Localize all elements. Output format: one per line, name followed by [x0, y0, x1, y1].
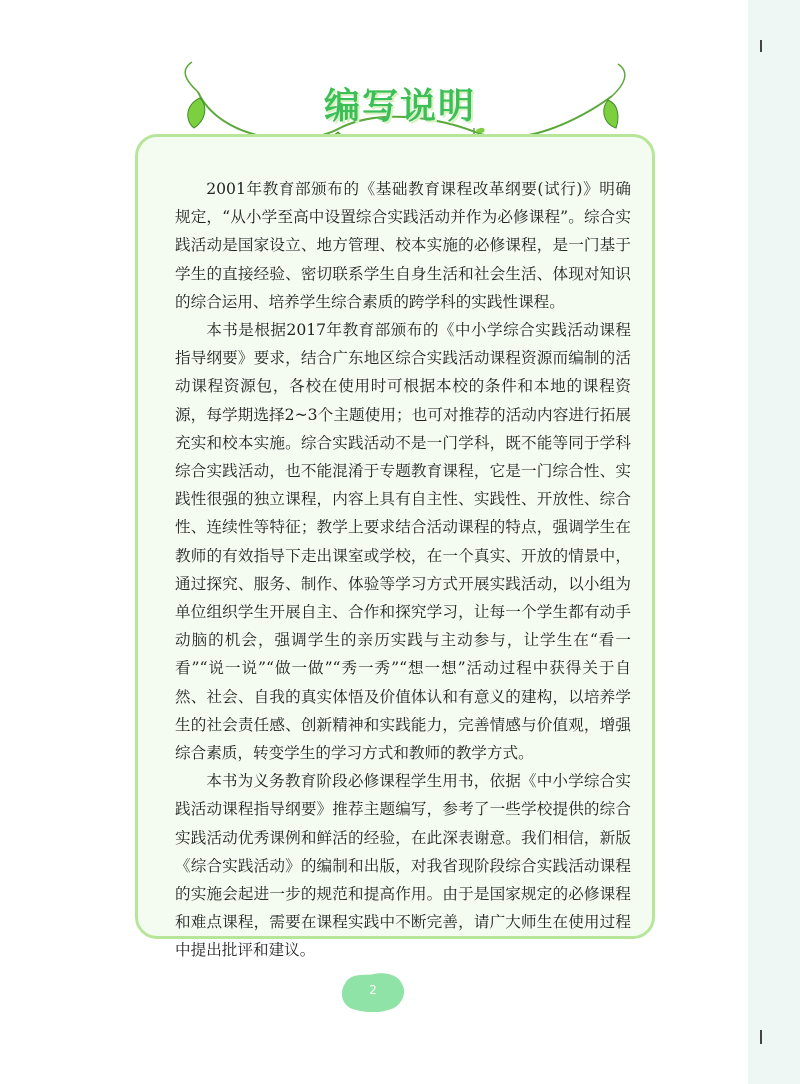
page-title: 编写说明: [323, 86, 476, 127]
body-text: [175, 175, 631, 965]
edge-mark-bottom: [760, 1030, 762, 1044]
paragraph-2: 本书是根据2017年教育部颁布的《中小学综合实践活动课程指导纲要》要求，结合广东地区综合实践活动课程资源而编制的活动课程资源包，各校在使用时可根据本校的条件和本地的课程资源，每学期选择2~3个主题使用；也可对推荐的活动内容进行拓展充实和校本实施。综合实践活动不是一门学科，既不能等同于学科综合实践活动，也不能混淆于专题教育课程，它是一门综合性、实践性很强的独立课程，内容上具有自主性、实践性、开放性、综合性、连续性等特征；教学上要求结合活动课程的特点，强调学生在教师的有效指导下走出课室或学校，在一个真实、开放的情景中，通过探究、服务、制作、体验等学习方式开展实践活动，以小组为单位组织学生开展自主、合作和探究学习，让每一个学生都有动手动脑的机会，强调学生的亲历实践与主动参与，让学生在“看一看”“说一说”“做一做”“秀一秀”“想一想”活动过程中获得关于自然、社会、自我的真实体悟及价值体认和有意义的建构，以培养学生的社会责任感、创新精神和实践能力，完善情感与价值观，增强综合素质，转变学生的学习方式和教师的教学方式。: [175, 321, 631, 763]
page-number: 2: [369, 983, 377, 997]
paragraph-1: 2001年教育部颁布的《基础教育课程改革纲要(试行)》明确规定，“从小学至高中设置综合实践活动并作为必修课程”。综合实践活动是国家设立、地方管理、校本实施的必修课程，是一门基于学生的直接经验、密切联系学生自身生活和社会生活、体现对知识的综合运用、培养学生综合素质的跨学科的实践性课程。: [175, 180, 631, 311]
paragraph-3: 本书为义务教育阶段必修课程学生用书，依据《中小学综合实践活动课程指导纲要》推荐主题编写，参考了一些学校提供的综合实践活动优秀课例和鲜活的经验，在此深表谢意。我们相信，新版《综合实践活动》的编制和出版，对我省现阶段综合实践活动课程的实施会起进一步的规范和提高作用。由于是国家规定的必修课程和难点课程，需要在课程实践中不断完善，请广大师生在使用过程中提出批评和建议。: [175, 772, 631, 960]
